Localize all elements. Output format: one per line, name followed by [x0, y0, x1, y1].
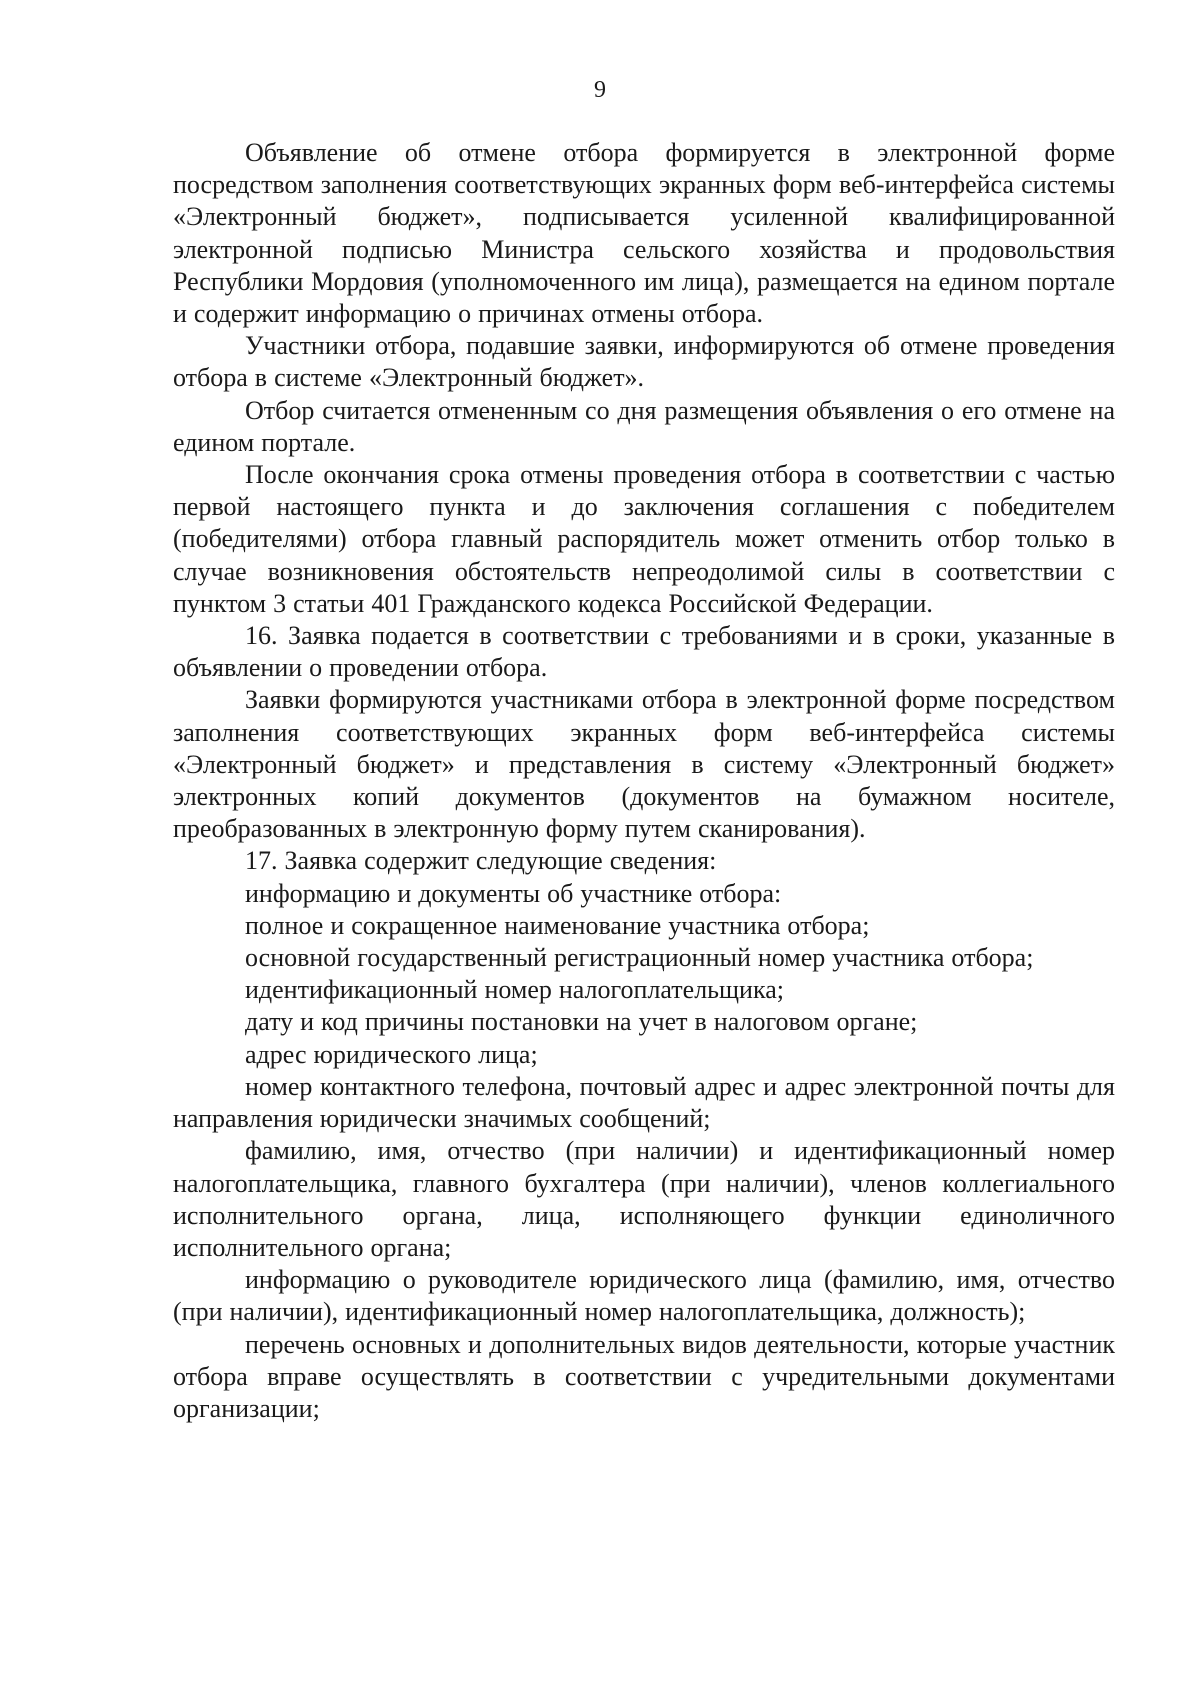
paragraph-applications-formed: Заявки формируются участниками отбора в электронной форме посредством заполнения соответствующих экранных форм веб-интерфейса системы «Электронный бюджет» и представления в систему «Электронный бюджет» электронных копий документов (документов на бумажном носителе, преобразованных в электронную форму путем сканирования).: [173, 685, 1115, 844]
paragraph-item-16: 16. Заявка подается в соответствии с требованиями и в сроки, указанные в объявлении о проведении отбора.: [173, 621, 1115, 683]
paragraph-item-17: 17. Заявка содержит следующие сведения:: [245, 846, 717, 876]
list-item: информацию о руководителе юридического лица (фамилию, имя, отчество (при наличии), идентификационный номер налогоплательщика, должность);: [173, 1265, 1115, 1327]
list-item: полное и сокращенное наименование участника отбора;: [245, 910, 870, 940]
list-item: адрес юридического лица;: [245, 1039, 538, 1069]
paragraph-force-majeure: После окончания срока отмены проведения отбора в соответствии с частью первой настоящего пункта и до заключения соглашения с победителем (победителями) отбора главный распорядитель может отменить отбор только в случае возникновения обстоятельств непреодолимой силы в соответствии с пунктом 3 статьи 401 Гражданского кодекса Российской Федерации.: [173, 460, 1115, 618]
paragraph-selection-cancelled: Отбор считается отмененным со дня размещения объявления о его отмене на едином портале.: [173, 395, 1115, 457]
list-item: основной государственный регистрационный номер участника отбора;: [245, 943, 1034, 973]
list-item: перечень основных и дополнительных видов деятельности, которые участник отбора вправе осуществлять в соответствии с учредительными документами организации;: [173, 1329, 1115, 1423]
list-item: дату и код причины постановки на учет в налоговом органе;: [245, 1007, 918, 1037]
list-item: номер контактного телефона, почтовый адрес и адрес электронной почты для направления юридически значимых сообщений;: [173, 1071, 1115, 1134]
paragraph-cancellation-announcement: Объявление об отмене отбора формируется в электронной форме посредством заполнения соответствующих экранных форм веб-интерфейса системы «Электронный бюджет», подписывается усиленной квалифицированной электронной подписью Министра сельского хозяйства и продовольствия Республики Мордовия (уполномоченного им лица), размещается на едином портале и содержит информацию о причинах отмены отбора.: [173, 138, 1115, 329]
list-item: информацию и документы об участнике отбора:: [245, 878, 782, 908]
page-number: 9: [594, 77, 606, 103]
list-item: идентификационный номер налогоплательщика;: [245, 975, 784, 1005]
list-item: фамилию, имя, отчество (при наличии) и идентификационный номер налогоплательщика, главного бухгалтера (при наличии), членов коллегиального исполнительного органа, лица, исполняющего функции единоличного исполнительного органа;: [173, 1136, 1115, 1262]
paragraph-participants-informed: Участники отбора, подавшие заявки, информируются об отмене проведения отбора в системе «Электронный бюджет».: [173, 331, 1115, 393]
document-body: [173, 137, 1115, 1425]
